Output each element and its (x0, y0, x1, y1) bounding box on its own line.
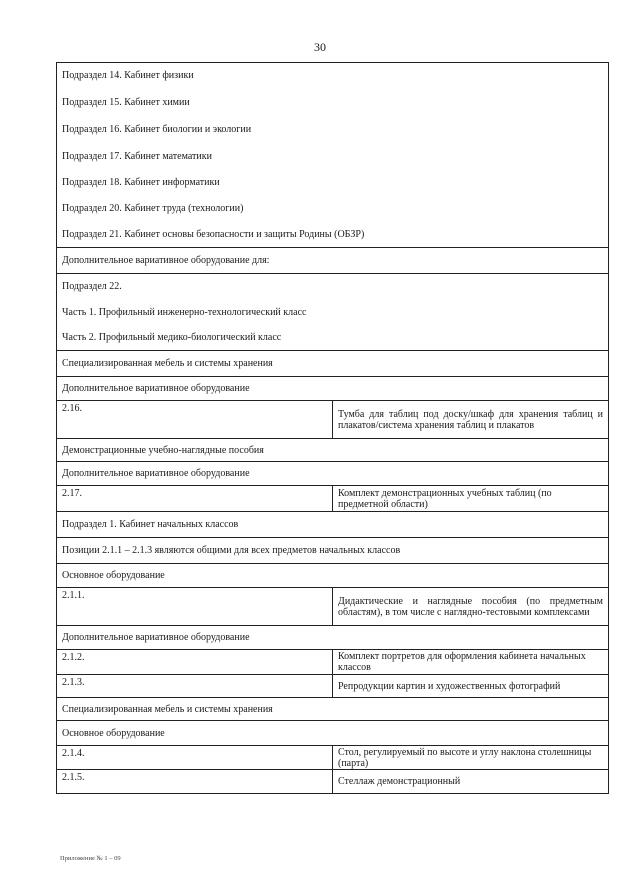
table-row (57, 326, 609, 351)
table-row (57, 512, 609, 538)
item-code: 2.1.5. (57, 770, 333, 794)
table-row (57, 222, 609, 248)
table-row (57, 116, 609, 143)
table-row (57, 486, 609, 512)
item-code: 2.1.2. (57, 650, 333, 675)
table-row (57, 439, 609, 462)
table-row (57, 675, 609, 698)
table-cell: Подраздел 17. Кабинет математики (57, 143, 609, 170)
item-code: 2.1.3. (57, 675, 333, 698)
section-header: Часть 1. Профильный инженерно-технологический класс (57, 300, 609, 326)
table-row (57, 195, 609, 222)
item-code: 2.1.4. (57, 746, 333, 770)
item-code: 2.1.1. (57, 588, 333, 626)
table-cell: Подраздел 15. Кабинет химии (57, 89, 609, 116)
item-code: 2.16. (57, 401, 333, 439)
table-row (57, 462, 609, 486)
section-header: Специализированная мебель и системы хранения (57, 698, 609, 721)
table-cell: Подраздел 20. Кабинет труда (технологии) (57, 195, 609, 222)
item-text: Репродукции картин и художественных фотографий (333, 675, 609, 698)
table-row (57, 89, 609, 116)
page-footer: Приложение № 1 – 09 (60, 855, 121, 862)
item-text: Тумба для таблиц под доску/шкаф для хранения таблиц и плакатов/система хранения таблиц и плакатов (333, 401, 609, 439)
section-header: Дополнительное вариативное оборудование для: (57, 248, 609, 274)
table-row (57, 170, 609, 195)
section-header: Основное оборудование (57, 721, 609, 746)
table-row (57, 770, 609, 794)
section-header: Подраздел 22. (57, 274, 609, 300)
table-row (57, 538, 609, 564)
table-row (57, 377, 609, 401)
table-row (57, 564, 609, 588)
table-row (57, 746, 609, 770)
item-text: Стол, регулируемый по высоте и углу наклона столешницы (парта) (333, 746, 609, 770)
section-header: Часть 2. Профильный медико-биологический класс (57, 326, 609, 351)
section-header: Позиции 2.1.1 – 2.1.3 являются общими для всех предметов начальных классов (57, 538, 609, 564)
page-number: 30 (314, 40, 326, 54)
table-row (57, 626, 609, 650)
section-header: Основное оборудование (57, 564, 609, 588)
table-row (57, 274, 609, 300)
item-text: Дидактические и наглядные пособия (по предметным областям), в том числе с наглядно-тестовыми комплексами (333, 588, 609, 626)
item-text: Комплект портретов для оформления кабинета начальных классов (333, 650, 609, 675)
equipment-table (56, 62, 609, 794)
table-row (57, 401, 609, 439)
table-row (57, 63, 609, 89)
section-header: Дополнительное вариативное оборудование (57, 626, 609, 650)
section-header: Демонстрационные учебно-наглядные пособия (57, 439, 609, 462)
table-row (57, 351, 609, 377)
table-row (57, 721, 609, 746)
table-row (57, 300, 609, 326)
table-row (57, 143, 609, 170)
table-cell: Подраздел 16. Кабинет биологии и экологии (57, 116, 609, 143)
item-text: Комплект демонстрационных учебных таблиц (по предметной области) (333, 486, 609, 512)
table-row (57, 650, 609, 675)
section-header: Подраздел 1. Кабинет начальных классов (57, 512, 609, 538)
table-cell: Подраздел 14. Кабинет физики (57, 63, 609, 89)
table-cell: Подраздел 21. Кабинет основы безопасности и защиты Родины (ОБЗР) (57, 222, 609, 248)
table-cell: Подраздел 18. Кабинет информатики (57, 170, 609, 195)
table-row (57, 698, 609, 721)
section-header: Специализированная мебель и системы хранения (57, 351, 609, 377)
item-text: Стеллаж демонстрационный (333, 770, 609, 794)
table-row (57, 588, 609, 626)
section-header: Дополнительное вариативное оборудование (57, 377, 609, 401)
item-code: 2.17. (57, 486, 333, 512)
section-header: Дополнительное вариативное оборудование (57, 462, 609, 486)
table-row (57, 248, 609, 274)
